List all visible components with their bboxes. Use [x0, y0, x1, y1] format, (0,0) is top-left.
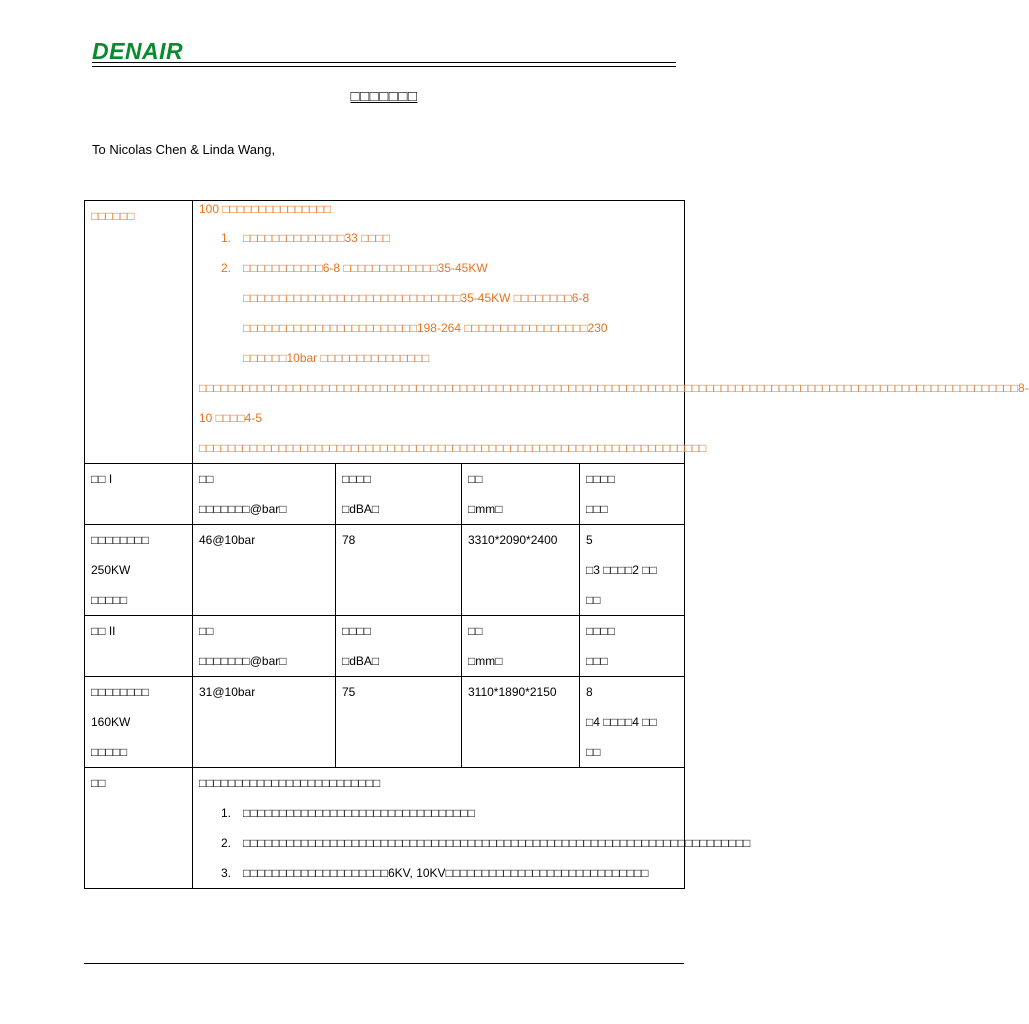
scheme2-count-header [580, 616, 685, 677]
scheme2-model [85, 677, 193, 768]
footer-rule [84, 963, 684, 964]
header-line: □□□ [586, 654, 608, 668]
intro-paragraph: □□□□□□□□□□□□□□□□□□□□□□□□□□□□□□□□□□□□□□□□□□□□□□□□□□□□□□□□□□□□□□□□□□□□□□□□□□□□□□□□□□□□□□□□□□□□□□□□□□□□□□□□□□□□□□□□□8-10 □□□□4-5 □□□□□□□□□□□□□□□□□□□□□□□□□□□□□□□□□□□□□□□□□□□□□□□□□□□□□□□□□□□□□□□□□□□□□□ [199, 381, 1029, 455]
header-line: □dBA□ [342, 502, 380, 516]
header-rule-thin [92, 66, 676, 67]
scheme2-noise: 75 [336, 677, 462, 768]
notes-item-text: □□□□□□□□□□□□□□□□□□□□□□□□□□□□□□□□ [243, 806, 475, 820]
intro-item [199, 253, 678, 373]
count-line: 5 [586, 533, 593, 547]
intro-item [199, 223, 678, 253]
header-line: □□ [199, 472, 214, 486]
intro-content [193, 201, 1029, 464]
header-line: □mm□ [468, 654, 503, 668]
scheme1-flow-header [193, 464, 336, 525]
notes-item-text: □□□□□□□□□□□□□□□□□□□□□□□□□□□□□□□□□□□□□□□□□□□□□□□□□□□□□□□□□□□□□□□□□□□□□□ [243, 836, 751, 850]
header-line: □□ [199, 624, 214, 638]
scheme1-noise-header [336, 464, 462, 525]
notes-item [199, 858, 678, 888]
intro-lead: 100 □□□□□□□□□□□□□□□ [199, 202, 332, 216]
count-line: □□ [586, 593, 601, 607]
notes-content [193, 768, 751, 889]
notes-lead: □□□□□□□□□□□□□□□□□□□□□□□□□ [199, 776, 381, 790]
scheme2-count [580, 677, 685, 768]
scheme1-count-header [580, 464, 685, 525]
scheme1-label: □□ I [85, 464, 193, 525]
header-line: □□□□ [342, 472, 371, 486]
notes-label: □□ [85, 768, 193, 889]
count-line: □□ [586, 745, 601, 759]
model-line: □□□□□□□□ [91, 533, 149, 547]
scheme2-header-row [85, 616, 685, 677]
scheme1-header-row [85, 464, 685, 525]
scheme1-size-header [462, 464, 580, 525]
header-line: □mm□ [468, 502, 503, 516]
intro-list [199, 223, 678, 373]
notes-item-number: 1. [221, 806, 232, 820]
count-line: □3 □□□□2 □□ [586, 563, 657, 577]
model-line: □□□□□□□□ [91, 685, 149, 699]
notes-item-number: 2. [221, 836, 232, 850]
header-line: □□□□ [586, 472, 615, 486]
notes-item [199, 828, 751, 858]
intro-item-text: □□□□□□□□□□□□□□33 □□□□ [243, 231, 391, 245]
scheme2-flow: 31@10bar [193, 677, 336, 768]
notes-row [85, 768, 685, 889]
model-line: 160KW [91, 715, 131, 729]
scheme1-data-row [85, 525, 685, 616]
scheme2-label: □□ II [85, 616, 193, 677]
count-line: □4 □□□□4 □□ [586, 715, 657, 729]
spec-table [84, 200, 1029, 889]
model-line: 250KW [91, 563, 131, 577]
company-logo: DENAIR [92, 38, 184, 64]
scheme2-size: 3110*1890*2150 [462, 677, 580, 768]
notes-list [199, 798, 751, 888]
scheme2-flow-header [193, 616, 336, 677]
model-line: □□□□□ [91, 593, 128, 607]
header-line: □□ [468, 472, 483, 486]
scheme2-noise-header [336, 616, 462, 677]
notes-item [199, 798, 678, 828]
intro-item-number: 2. [221, 261, 232, 275]
header-line: □□□ [586, 502, 608, 516]
scheme2-size-header [462, 616, 580, 677]
header-line: □□□□□□□@bar□ [199, 502, 287, 516]
header-line: □□□□□□□@bar□ [199, 654, 287, 668]
document-title: □□□□□□□ [350, 88, 418, 105]
header-rule [92, 62, 676, 63]
scheme2-data-row [85, 677, 685, 768]
model-line: □□□□□ [91, 745, 128, 759]
intro-item-text: □□□□□□□□□□□6-8 □□□□□□□□□□□□□35-45KW □□□□□□□□□□□□□□□□□□□□□□□□□□□□□□35-45KW □□□□□□□□6-8 □□□□□□□□□□□□□□□□□□□□□□□□198-264 □□□□□□□□□□□□□□□□□230 □□□□□□10bar □□□□□□□□□□□□□□□ [243, 261, 608, 365]
header-line: □□□□ [586, 624, 615, 638]
scheme1-flow: 46@10bar [193, 525, 336, 616]
notes-item-number: 3. [221, 866, 232, 880]
notes-item-text: □□□□□□□□□□□□□□□□□□□□6KV, 10KV□□□□□□□□□□□□□□□□□□□□□□□□□□□□ [243, 866, 649, 880]
intro-item-number: 1. [221, 231, 232, 245]
intro-label: □□□□□□ [85, 201, 193, 464]
header-line: □□ [468, 624, 483, 638]
scheme1-model [85, 525, 193, 616]
header-line: □□□□ [342, 624, 371, 638]
scheme1-noise: 78 [336, 525, 462, 616]
count-line: 8 [586, 685, 593, 699]
header-line: □dBA□ [342, 654, 380, 668]
scheme1-count [580, 525, 685, 616]
intro-row [85, 201, 685, 464]
greeting-line: To Nicolas Chen & Linda Wang, [92, 142, 276, 157]
scheme1-size: 3310*2090*2400 [462, 525, 580, 616]
